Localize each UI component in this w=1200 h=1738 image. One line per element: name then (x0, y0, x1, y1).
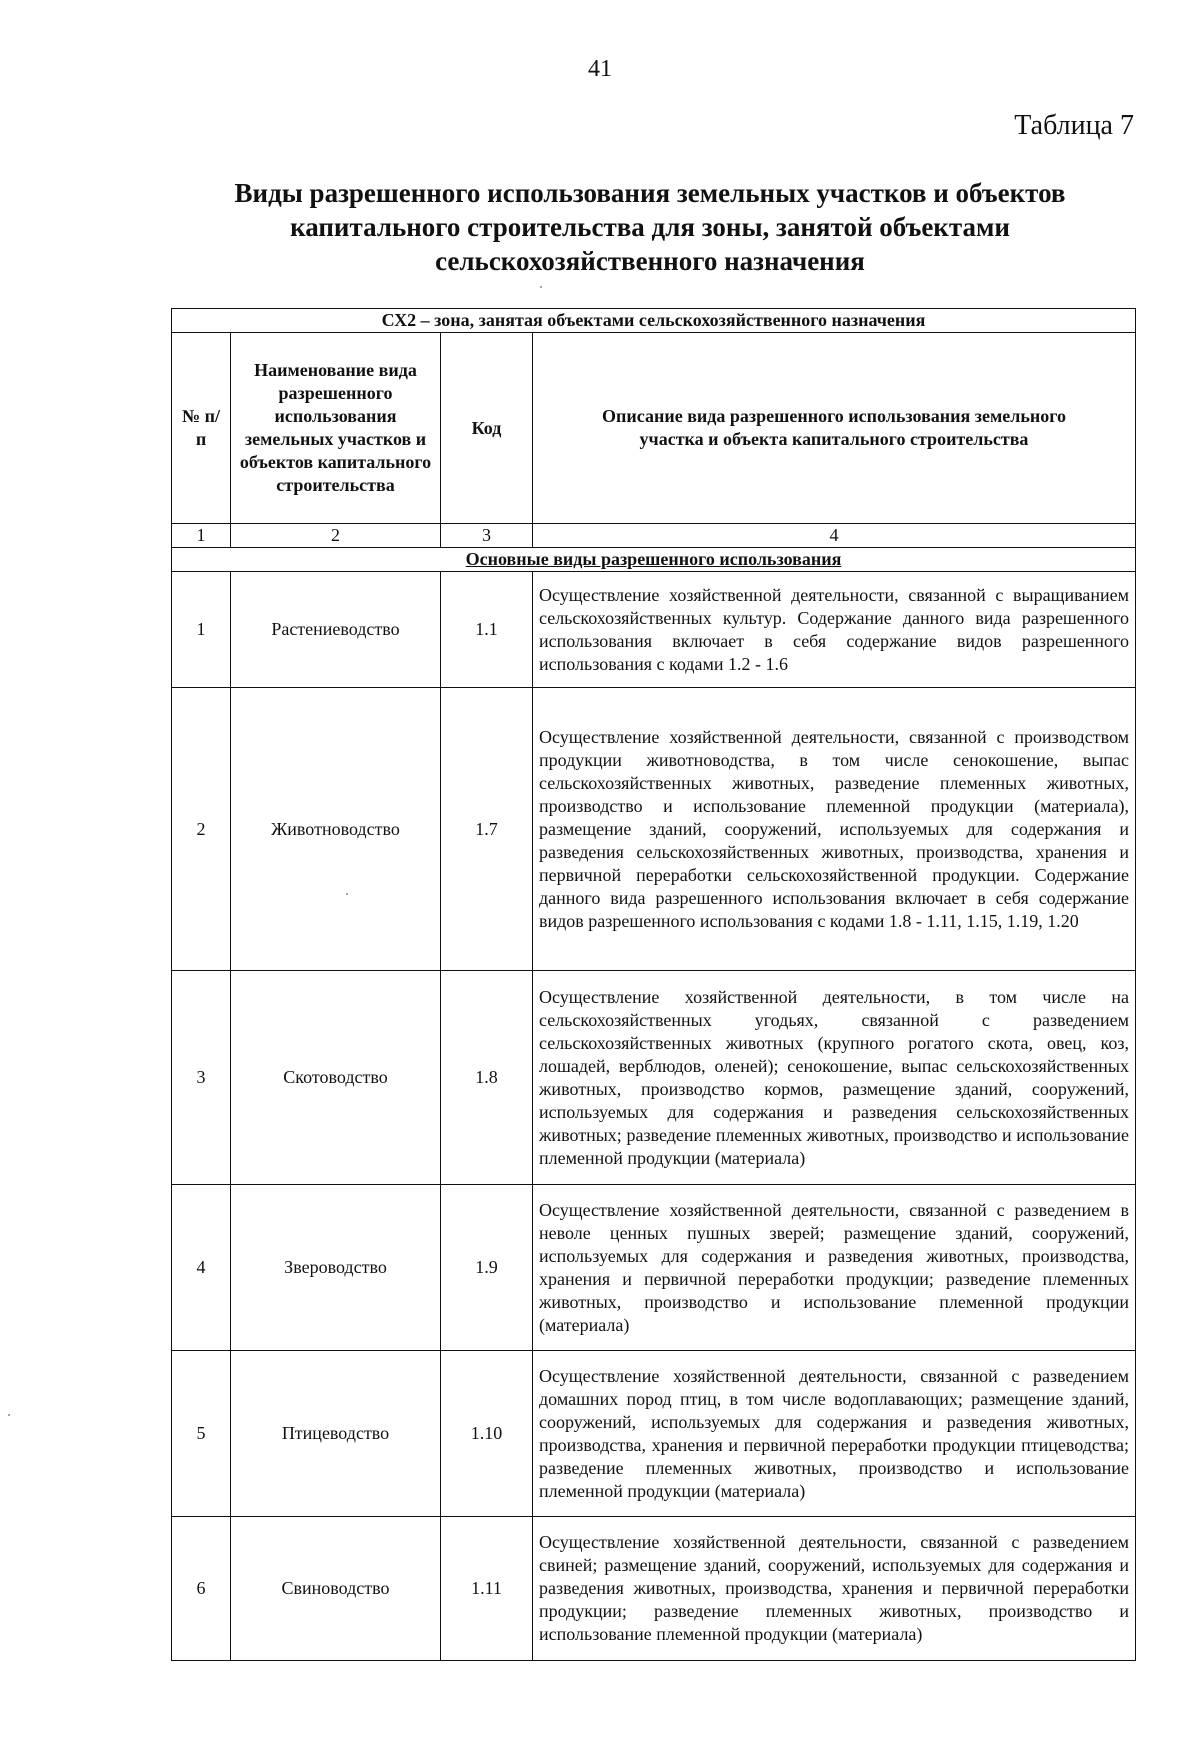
header-num: № п/п (172, 333, 231, 524)
row-description (533, 1185, 1136, 1351)
table-row (172, 1517, 1136, 1661)
table-row (172, 1185, 1136, 1351)
column-number-row (172, 524, 1136, 548)
row-description (533, 572, 1136, 688)
row-number: 4 (172, 1185, 231, 1351)
row-code: 1.10 (441, 1351, 533, 1517)
scan-speck (8, 1414, 10, 1416)
page-number: 41 (588, 56, 612, 82)
scan-speck (540, 286, 542, 288)
scan-speck (346, 893, 348, 895)
row-code: 1.8 (441, 971, 533, 1185)
row-description (533, 1517, 1136, 1661)
row-number: 2 (172, 688, 231, 971)
column-number: 4 (533, 524, 1136, 548)
header-name: Наименование вида разрешенного использования земельных участков и объектов капитального строительства (231, 333, 441, 524)
row-name: Птицеводство (231, 1351, 441, 1517)
row-number: 3 (172, 971, 231, 1185)
table-row (172, 572, 1136, 688)
row-description (533, 971, 1136, 1185)
column-number: 3 (441, 524, 533, 548)
row-name: Растениеводство (231, 572, 441, 688)
row-description (533, 1351, 1136, 1517)
row-name: Звероводство (231, 1185, 441, 1351)
row-number: 1 (172, 572, 231, 688)
table-row (172, 1351, 1136, 1517)
column-number: 1 (172, 524, 231, 548)
row-code: 1.11 (441, 1517, 533, 1661)
zone-caption: СХ2 – зона, занятая объектами сельскохозяйственного назначения (172, 309, 1136, 333)
document-title (120, 176, 1180, 278)
header-desc: Описание вида разрешенного использования земельного участка и объекта капитального строительства (533, 333, 1136, 524)
title-line: Виды разрешенного использования земельных участков и объектов (234, 178, 1066, 208)
row-description-text: Осуществление хозяйственной деятельности, связанной с разведением свиней; размещение зданий, сооружений, используемых для содержания и разведения животных, производства, хранения и первичной переработки продукции; разведение племенных животных, производство и использование племенной продукции (материала) (539, 1532, 1129, 1644)
row-code: 1.9 (441, 1185, 533, 1351)
row-description-text: Осуществление хозяйственной деятельности, связанной с разведением в неволе ценных пушных зверей; размещение зданий, сооружений, используемых для содержания и разведения животных, производства, хранения и первичной переработки продукции; разведение племенных животных, производство и использование племенной продукции (материала) (539, 1199, 1129, 1335)
title-line: сельскохозяйственного назначения (435, 246, 865, 276)
row-name: Скотоводство (231, 971, 441, 1185)
row-description (533, 688, 1136, 971)
row-number: 6 (172, 1517, 231, 1661)
header-code: Код (441, 333, 533, 524)
column-number: 2 (231, 524, 441, 548)
row-name: Свиноводство (231, 1517, 441, 1661)
section-row (172, 548, 1136, 572)
land-use-table (171, 308, 1136, 1661)
zone-caption-row (172, 309, 1136, 333)
row-description-text: Осуществление хозяйственной деятельности, связанной с выращиванием сельскохозяйственных культур. Содержание данного вида разрешенного использования включает в себя содержание видов разрешенного использования с кодами 1.2 - 1.6 (539, 584, 1129, 674)
section-title: Основные виды разрешенного использования (172, 548, 1136, 572)
table-label: Таблица 7 (1014, 110, 1134, 141)
row-number: 5 (172, 1351, 231, 1517)
title-line: капитального строительства для зоны, занятой объектами (290, 212, 1010, 242)
row-name: Животноводство (231, 688, 441, 971)
row-description-text: Осуществление хозяйственной деятельности, связанной с разведением домашних пород птиц, в том числе водоплавающих; размещение зданий, сооружений, используемых для содержания и разведения животных, производства, хранения и первичной переработки продукции птицеводства; разведение племенных животных, производство и использование племенной продукции (материала) (539, 1365, 1129, 1501)
row-description-text: Осуществление хозяйственной деятельности, связанной с производством продукции животноводства, в том числе сенокошение, выпас сельскохозяйственных животных, разведение племенных животных, производство и использование племенной продукции (материала), размещение зданий, сооружений, используемых для содержания и разведения сельскохозяйственных животных, производства, хранения и первичной переработки сельскохозяйственной продукции. Содержание данного вида разрешенного использования включает в себя содержание видов разрешенного использования с кодами 1.8 - 1.11, 1.15, 1.19, 1.20 (539, 726, 1129, 931)
table-row (172, 971, 1136, 1185)
header-row (172, 333, 1136, 524)
row-code: 1.7 (441, 688, 533, 971)
row-code: 1.1 (441, 572, 533, 688)
row-description-text: Осуществление хозяйственной деятельности, в том числе на сельскохозяйственных угодьях, связанной с разведением сельскохозяйственных животных (крупного рогатого скота, овец, коз, лошадей, верблюдов, оленей); сенокошение, выпас сельскохозяйственных животных, производство кормов, размещение зданий, сооружений, используемых для содержания и разведения сельскохозяйственных животных; разведение племенных животных, производство и использование племенной продукции (материала) (539, 986, 1129, 1168)
table-row (172, 688, 1136, 971)
